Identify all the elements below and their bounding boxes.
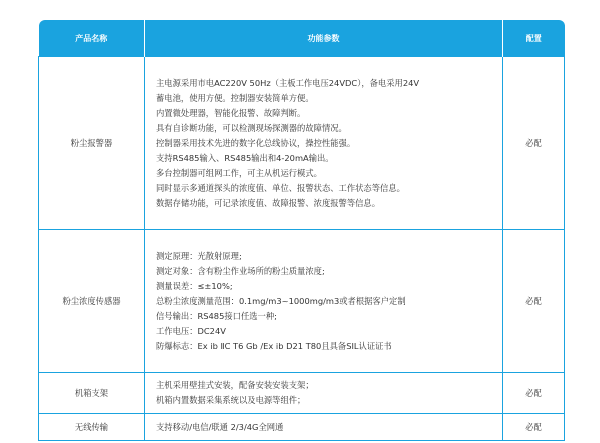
- param-line: 支持移动/电信/联通 2/3/4G全网通: [156, 421, 284, 432]
- header-product-name: 产品名称: [39, 20, 145, 57]
- params-cell: [145, 230, 503, 373]
- product-name-cell: 无线传输: [39, 414, 145, 441]
- product-config-table: [38, 20, 565, 441]
- params-cell: [145, 414, 503, 441]
- header-function-params: 功能参数: [145, 20, 503, 57]
- table-row: [39, 414, 565, 441]
- param-line: 主电源采用市电AC220V 50Hz（主板工作电压24VDC），备电采用24V: [156, 77, 420, 88]
- param-line: 多台控制器可组网工作，可主从机运行模式。: [156, 167, 322, 178]
- header-config: 配置: [503, 20, 565, 57]
- table-row: [39, 230, 565, 373]
- param-line: 工作电压：DC24V: [156, 325, 226, 336]
- config-cell: 必配: [503, 373, 565, 414]
- param-line: 同时显示多通道探头的浓度值、单位、报警状态、工作状态等信息。: [156, 182, 405, 193]
- param-line: 数据存储功能，可记录浓度值、故障报警、浓度报警等信息。: [156, 197, 381, 208]
- table-row: [39, 57, 565, 230]
- param-line: 内置微处理器，智能化报警、故障判断。: [156, 107, 306, 118]
- product-name-cell: 粉尘报警器: [39, 57, 145, 230]
- param-line: 控制器采用技术先进的数字化总线协议，操控性能强。: [156, 137, 356, 148]
- config-cell: 必配: [503, 57, 565, 230]
- param-line: 测定原理：光散射原理;: [156, 250, 242, 261]
- params-cell: [145, 373, 503, 414]
- param-line: 支持RS485输入、RS485输出和4-20mA输出。: [156, 152, 334, 163]
- param-line: 信号输出：RS485接口任选一种;: [156, 310, 277, 321]
- product-name-cell: 粉尘浓度传感器: [39, 230, 145, 373]
- param-line: 机箱内置数据采集系统以及电源等组件；: [156, 395, 306, 405]
- config-cell: 必配: [503, 414, 565, 441]
- config-cell: 必配: [503, 230, 565, 373]
- param-line: 蓄电池，使用方便。控制器安装简单方便。: [156, 92, 314, 103]
- params-cell: [145, 57, 503, 230]
- param-line: 具有自诊断功能，可以检测现场探测器的故障情况。: [156, 122, 347, 133]
- table-row: [39, 373, 565, 414]
- product-name-cell: 机箱支架: [39, 373, 145, 414]
- param-line: 主机采用壁挂式安装，配备安装安装支架；: [156, 380, 314, 390]
- param-line: 总粉尘浓度测量范围：0.1mg/m3~1000mg/m3或者根据客户定制: [156, 295, 406, 306]
- param-line: 测定对象：含有粉尘作业场所的粉尘质量浓度;: [156, 265, 325, 276]
- table-header-row: [39, 20, 565, 57]
- param-line: 防爆标志：Ex ib ⅡC T6 Gb /Ex ib D21 T80且具备SIL认证证书: [156, 340, 392, 351]
- param-line: 测量误差：≤±10%;: [156, 280, 233, 291]
